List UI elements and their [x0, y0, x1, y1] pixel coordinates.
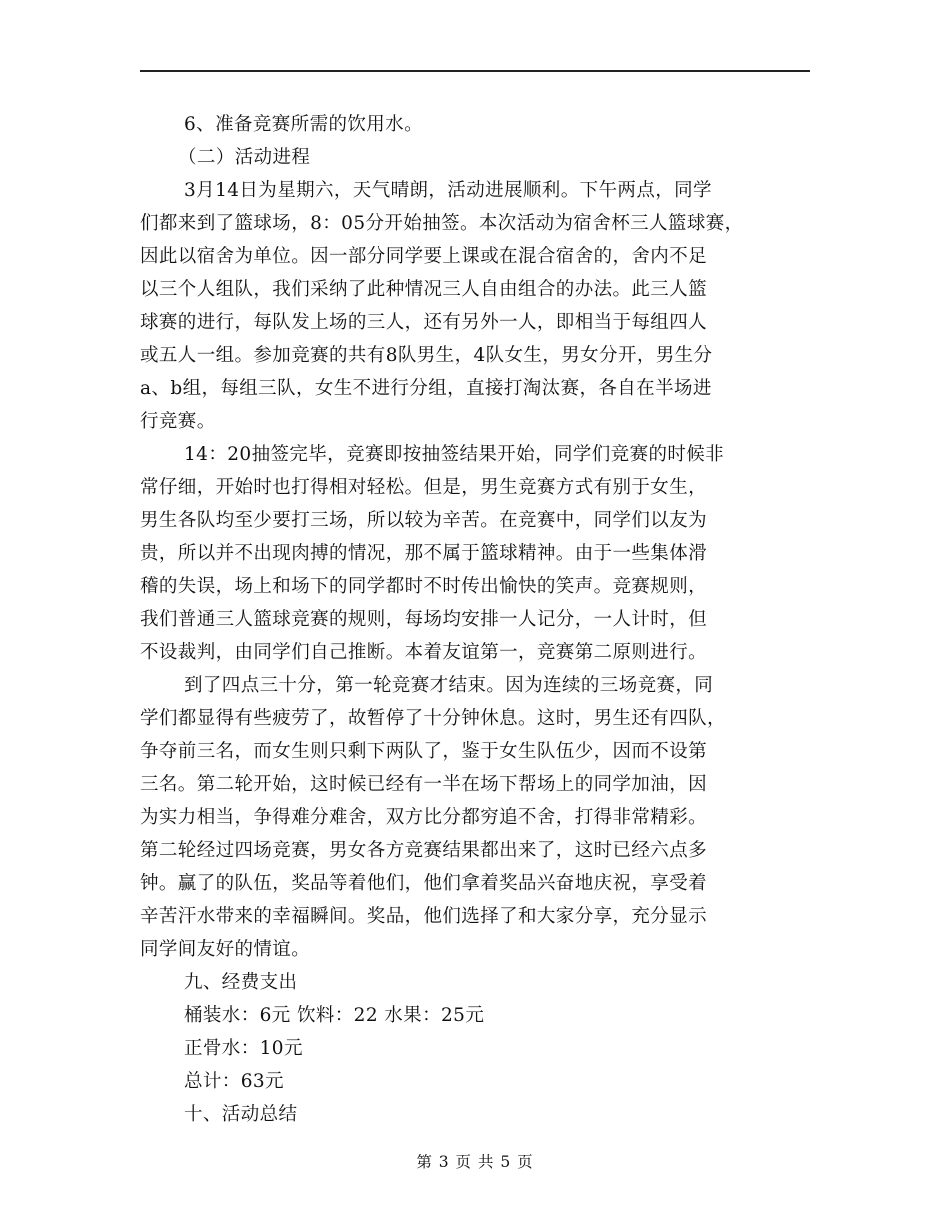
text-line: a、b组，每组三队，女生不进行分组，直接打淘汰赛，各自在半场进	[140, 378, 712, 399]
body-text	[140, 108, 810, 1131]
text-line: 争夺前三名，而女生则只剩下两队了，鉴于女生队伍少，因而不设第	[140, 741, 708, 762]
text-line: 钟。赢了的队伍，奖品等着他们，他们拿着奖品兴奋地庆祝，享受着	[140, 873, 708, 894]
expense-item-water-drinks-fruit: 桶装水：6元 饮料：22 水果：25元	[184, 1005, 485, 1026]
text-line: 学们都显得有些疲劳了，故暂停了十分钟休息。这时，男生还有四队，	[140, 708, 726, 729]
text-line: 男生各队均至少要打三场，所以较为辛苦。在竞赛中，同学们以友为	[140, 510, 708, 531]
text-line: 3月14日为星期六，天气晴朗，活动进展顺利。下午两点，同学	[184, 180, 712, 201]
text-line: 第二轮经过四场竞赛，男女各方竞赛结果都出来了，这时已经六点多	[140, 840, 708, 861]
section-heading-summary: 十、活动总结	[184, 1104, 298, 1125]
text-line: 因此以宿舍为单位。因一部分同学要上课或在混合宿舍的，舍内不足	[140, 246, 708, 267]
text-line: 或五人一组。参加竞赛的共有8队男生，4队女生，男女分开，男生分	[140, 345, 713, 366]
text-line: 贵，所以并不出现肉搏的情况，那不属于篮球精神。由于一些集体滑	[140, 543, 708, 564]
text-line: 稽的失误，场上和场下的同学都时不时传出愉快的笑声。竞赛规则，	[140, 576, 708, 597]
text-line: 行竞赛。	[140, 411, 216, 432]
text-line: 不设裁判，由同学们自己推断。本着友谊第一，竞赛第二原则进行。	[140, 642, 708, 663]
header-rule	[140, 70, 810, 72]
text-line: 为实力相当，争得难分难舍，双方比分都穷追不舍，打得非常精彩。	[140, 807, 708, 828]
text-line: 我们普通三人篮球竞赛的规则，每场均安排一人记分，一人计时，但	[140, 609, 708, 630]
page-number: 第 3 页 共 5 页	[416, 1153, 534, 1171]
expense-total: 总计：63元	[184, 1071, 284, 1092]
text-line: 辛苦汗水带来的幸福瞬间。奖品，他们选择了和大家分享，充分显示	[140, 906, 708, 927]
section-heading-activity-process: （二）活动进程	[178, 147, 311, 168]
text-line: 以三个人组队，我们采纳了此种情况三人自由组合的办法。此三人篮	[140, 279, 708, 300]
text-line: 到了四点三十分，第一轮竞赛才结束。因为连续的三场竞赛，同	[184, 675, 714, 696]
text-line: 球赛的进行，每队发上场的三人，还有另外一人，即相当于每组四人	[140, 312, 708, 333]
text-line: 们都来到了篮球场，8：05分开始抽签。本次活动为宿舍杯三人篮球赛，	[140, 213, 744, 234]
text-line: 三名。第二轮开始，这时候已经有一半在场下帮场上的同学加油，因	[140, 774, 708, 795]
text-line: 6、准备竞赛所需的饮用水。	[184, 114, 423, 135]
text-line: 同学间友好的情谊。	[140, 939, 311, 960]
text-line: 14：20抽签完毕，竞赛即按抽签结果开始，同学们竞赛的时候非	[184, 444, 725, 465]
section-heading-expenses: 九、经费支出	[184, 972, 298, 993]
expense-item-medicine: 正骨水：10元	[184, 1038, 303, 1059]
text-line: 常仔细，开始时也打得相对轻松。但是，男生竞赛方式有别于女生，	[140, 477, 708, 498]
